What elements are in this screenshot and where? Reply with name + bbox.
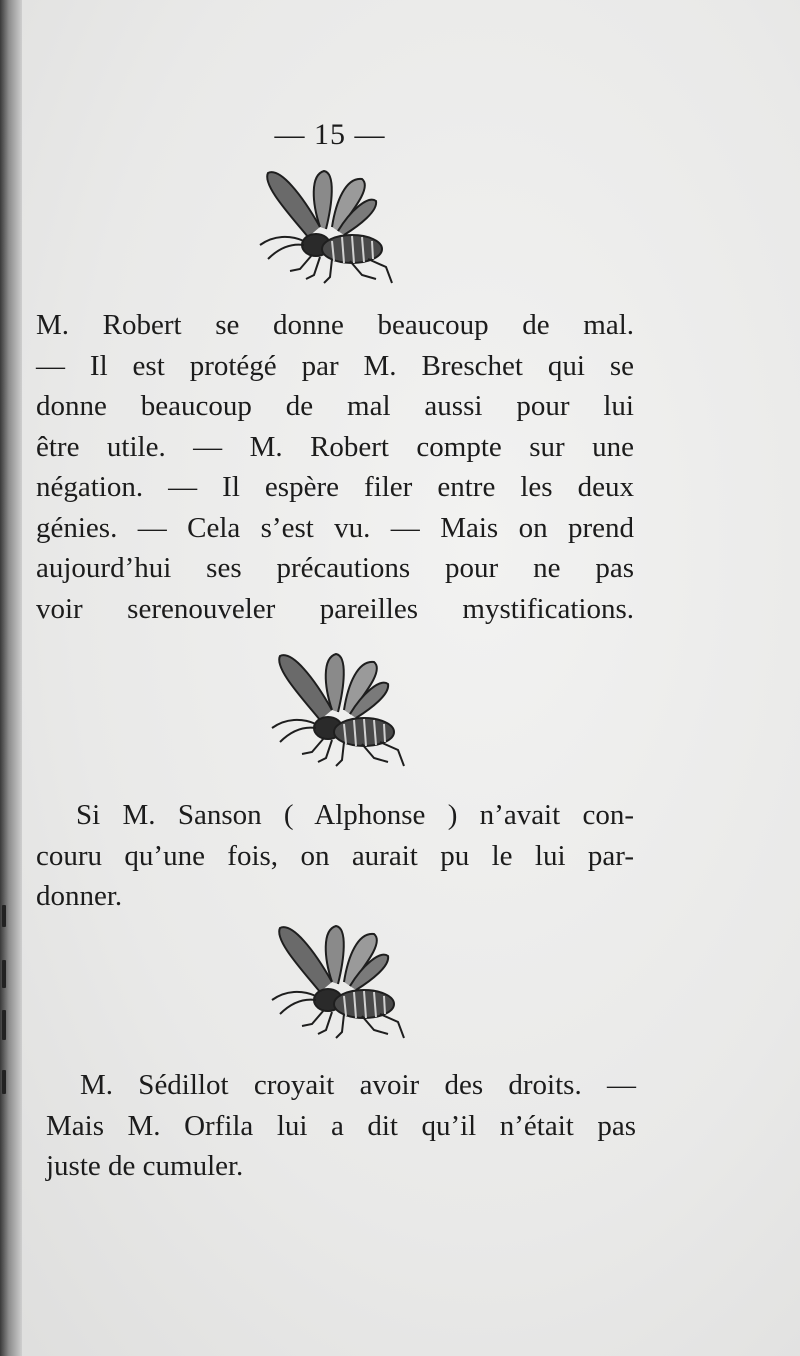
text-line: M. Robert se donne beaucoup de mal. (36, 309, 634, 341)
text-line: être utile. — M. Robert compte sur une (36, 430, 634, 463)
text-line: génies. — Cela s’est vu. — Mais on prend (36, 511, 634, 544)
book-spine-shadow (0, 0, 22, 1356)
spine-mark (2, 1070, 6, 1094)
text-line: Si M. Sanson ( Alphonse ) n’avait con- (76, 799, 634, 831)
text-line: Mais M. Orfila lui a dit qu’il n’était pas (46, 1109, 636, 1142)
paragraph-1 (36, 305, 634, 629)
spine-mark (2, 1010, 6, 1040)
text-line: négation. — Il espère filer entre les deux (36, 471, 634, 503)
text-line: M. Sédillot croyait avoir des droits. — (80, 1069, 636, 1101)
spine-mark (2, 960, 6, 988)
text-line: voir serenouveler pareilles mystifications. (36, 592, 634, 625)
paragraph-2 (36, 795, 634, 917)
text-line: couru qu’une fois, on aurait pu le lui par- (36, 839, 634, 872)
text-line: donner. (36, 880, 123, 912)
text-line: aujourd’hui ses précautions pour ne pas (36, 552, 634, 584)
bee-icon (262, 920, 412, 1045)
paragraph-3 (46, 1065, 636, 1187)
bee-icon (250, 165, 400, 290)
page-number: — 15 — (274, 118, 386, 151)
text-line: — Il est protégé par M. Breschet qui se (36, 349, 634, 382)
text-line: donne beaucoup de mal aussi pour lui (36, 390, 634, 422)
bee-icon (262, 648, 412, 773)
spine-mark (2, 905, 6, 927)
text-line: juste de cumuler. (46, 1150, 244, 1182)
